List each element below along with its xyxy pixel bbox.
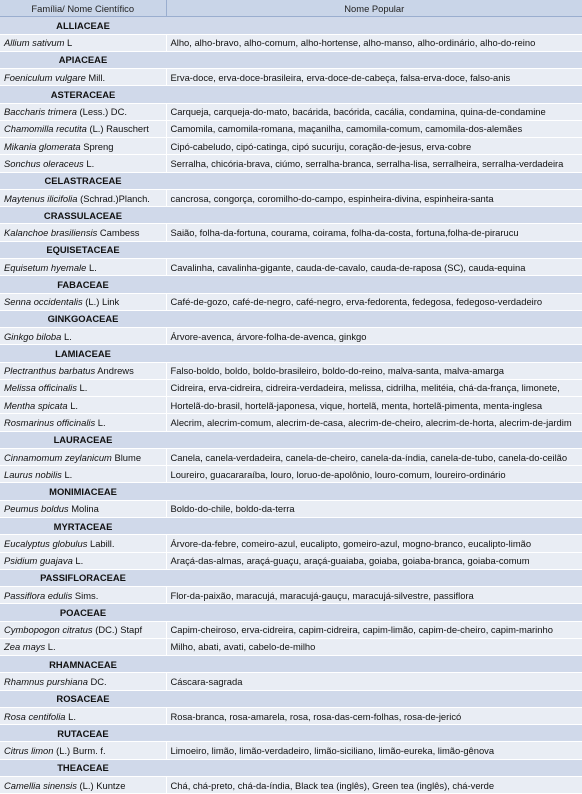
family-row <box>0 604 582 621</box>
popular-name: Araçá-das-almas, araçá-guaçu, araçá-guaiaba, goiaba, goiaba-branca, goiaba-comum <box>166 552 582 569</box>
family-row-empty-cell <box>166 604 582 621</box>
species-row <box>0 224 582 241</box>
popular-name: Café-de-gozo, café-de-negro, café-negro, erva-fedorenta, fedegosa, fedegoso-verdadeiro <box>166 293 582 310</box>
author-citation: Molina <box>68 503 99 515</box>
family-name: LAURACEAE <box>0 431 166 448</box>
species-row <box>0 120 582 137</box>
family-name: CELASTRACEAE <box>0 172 166 189</box>
author-citation: (L.) Burm. f. <box>53 745 106 757</box>
species-row <box>0 138 582 155</box>
author-citation: L <box>64 37 73 49</box>
scientific-name: Rhamnus purshiana <box>4 675 88 687</box>
popular-name: Boldo-do-chile, boldo-da-terra <box>166 500 582 517</box>
family-row-empty-cell <box>166 569 582 586</box>
family-row <box>0 207 582 224</box>
family-row <box>0 86 582 103</box>
scientific-name-cell <box>0 224 166 241</box>
scientific-name-cell <box>0 742 166 759</box>
author-citation: (Less.) DC. <box>76 106 127 118</box>
species-row <box>0 397 582 414</box>
family-row-empty-cell <box>166 276 582 293</box>
scientific-name: Senna occidentalis <box>4 296 83 308</box>
author-citation: L. <box>72 555 84 567</box>
species-row <box>0 379 582 396</box>
family-row <box>0 569 582 586</box>
species-row <box>0 328 582 345</box>
scientific-name-cell <box>0 379 166 396</box>
family-name: RUTACEAE <box>0 725 166 742</box>
author-citation: Sims. <box>72 589 99 601</box>
family-row-empty-cell <box>166 759 582 776</box>
scientific-name: Melissa officinalis <box>4 382 77 394</box>
family-name: ASTERACEAE <box>0 86 166 103</box>
scientific-name: Laurus nobilis <box>4 468 62 480</box>
author-citation: Spreng <box>80 140 114 152</box>
author-citation: L. <box>61 468 73 480</box>
author-citation: L. <box>61 330 72 342</box>
author-citation: L. <box>76 382 88 394</box>
family-row-empty-cell <box>166 483 582 500</box>
species-row <box>0 552 582 569</box>
popular-name: Milho, abati, avati, cabelo-de-milho <box>166 638 582 655</box>
scientific-name-cell <box>0 621 166 638</box>
family-row <box>0 483 582 500</box>
species-row <box>0 103 582 120</box>
scientific-name: Chamomilla recutita <box>4 123 87 135</box>
scientific-name: Passiflora edulis <box>4 589 73 601</box>
scientific-name-cell <box>0 414 166 431</box>
family-name: EQUISETACEAE <box>0 241 166 258</box>
species-row <box>0 69 582 86</box>
species-row <box>0 466 582 483</box>
species-row <box>0 535 582 552</box>
family-row <box>0 517 582 534</box>
author-citation: L. <box>45 641 56 653</box>
popular-name: Capim-cheiroso, erva-cidreira, capim-cidreira, capim-limão, capim-de-cheiro, capim-marinho <box>166 621 582 638</box>
family-row-empty-cell <box>166 86 582 103</box>
scientific-name-cell <box>0 776 166 793</box>
scientific-name: Plectranthus barbatus <box>4 365 96 377</box>
author-citation: Andrews <box>95 365 134 377</box>
scientific-name-cell <box>0 34 166 51</box>
species-row <box>0 776 582 793</box>
family-row-empty-cell <box>166 690 582 707</box>
family-name: MONIMIACEAE <box>0 483 166 500</box>
species-row <box>0 414 582 431</box>
table-body <box>0 17 582 794</box>
family-name: GINKGOACEAE <box>0 310 166 327</box>
species-row <box>0 500 582 517</box>
family-row <box>0 725 582 742</box>
family-row-empty-cell <box>166 517 582 534</box>
scientific-name-cell <box>0 552 166 569</box>
popular-name: Árvore-da-febre, comeiro-azul, eucalipto, gomeiro-azul, mogno-branco, eucalipto-limão <box>166 535 582 552</box>
scientific-name: Maytenus ilicifolia <box>4 192 78 204</box>
family-row-empty-cell <box>166 172 582 189</box>
popular-name: Camomila, camomila-romana, maçanilha, camomila-comum, camomila-dos-alemães <box>166 120 582 137</box>
scientific-name: Zea mays <box>4 641 46 653</box>
scientific-name: Cymbopogon citratus <box>4 624 93 636</box>
author-citation: Cambess <box>97 227 140 239</box>
family-row <box>0 276 582 293</box>
scientific-name-cell <box>0 707 166 724</box>
family-row-empty-cell <box>166 310 582 327</box>
family-row-empty-cell <box>166 656 582 673</box>
species-row <box>0 587 582 604</box>
scientific-name-cell <box>0 466 166 483</box>
scientific-name: Foeniculum vulgare <box>4 71 86 83</box>
scientific-name: Cinnamomum zeylanicum <box>4 451 112 463</box>
popular-name: Hortelã-do-brasil, hortelã-japonesa, vique, hortelã, menta, hortelã-pimenta, menta-inglesa <box>166 397 582 414</box>
popular-name: Cáscara-sagrada <box>166 673 582 690</box>
scientific-name: Mentha spicata <box>4 399 68 411</box>
scientific-name-cell <box>0 587 166 604</box>
family-name: PASSIFLORACEAE <box>0 569 166 586</box>
popular-name: cancrosa, congorça, coromilho-do-campo, espinheira-divina, espinheira-santa <box>166 189 582 206</box>
scientific-name-cell <box>0 120 166 137</box>
popular-name: Alho, alho-bravo, alho-comum, alho-hortense, alho-manso, alho-ordinário, alho-do-reino <box>166 34 582 51</box>
family-row <box>0 345 582 362</box>
scientific-name-cell <box>0 189 166 206</box>
popular-name: Rosa-branca, rosa-amarela, rosa, rosa-das-cem-folhas, rosa-de-jericó <box>166 707 582 724</box>
species-row <box>0 362 582 379</box>
family-name: MYRTACEAE <box>0 517 166 534</box>
family-name: FABACEAE <box>0 276 166 293</box>
scientific-name-cell <box>0 155 166 172</box>
scientific-name: Rosa centifolia <box>4 710 66 722</box>
popular-name: Cidreira, erva-cidreira, cidreira-verdadeira, melissa, cidrilha, melitéia, chá-da-frança, limonete, <box>166 379 582 396</box>
family-row <box>0 17 582 34</box>
family-row-empty-cell <box>166 431 582 448</box>
family-name: APIACEAE <box>0 51 166 68</box>
species-row <box>0 155 582 172</box>
author-citation: L. <box>65 710 76 722</box>
scientific-name: Ginkgo biloba <box>4 330 62 342</box>
scientific-name: Sonchus oleraceus <box>4 158 84 170</box>
scientific-name-cell <box>0 397 166 414</box>
popular-name: Flor-da-paixão, maracujá, maracujá-gauçu, maracujá-silvestre, passiflora <box>166 587 582 604</box>
scientific-name: Eucalyptus globulus <box>4 537 88 549</box>
species-row <box>0 448 582 465</box>
family-row-empty-cell <box>166 207 582 224</box>
scientific-name-cell <box>0 328 166 345</box>
family-row-empty-cell <box>166 17 582 34</box>
scientific-name: Psidium guajava <box>4 555 73 567</box>
scientific-name-cell <box>0 638 166 655</box>
family-row <box>0 241 582 258</box>
family-name: LAMIACEAE <box>0 345 166 362</box>
family-name: CRASSULACEAE <box>0 207 166 224</box>
author-citation: Labill. <box>87 537 115 549</box>
species-row <box>0 258 582 275</box>
header-row <box>0 0 582 17</box>
popular-name: Saião, folha-da-fortuna, courama, coirama, folha-da-costa, fortuna,folha-de-pirarucu <box>166 224 582 241</box>
species-row <box>0 189 582 206</box>
scientific-name: Camellia sinensis <box>4 779 77 791</box>
family-row-empty-cell <box>166 241 582 258</box>
species-row <box>0 621 582 638</box>
family-row <box>0 310 582 327</box>
scientific-name-cell <box>0 448 166 465</box>
species-row <box>0 34 582 51</box>
scientific-name-cell <box>0 293 166 310</box>
scientific-name: Kalanchoe brasiliensis <box>4 227 98 239</box>
scientific-name: Equisetum hyemale <box>4 261 87 273</box>
author-citation: (Schrad.)Planch. <box>77 192 150 204</box>
family-name: THEACEAE <box>0 759 166 776</box>
author-citation: Blume <box>111 451 142 463</box>
author-citation: (L.) Rauschert <box>86 123 149 135</box>
family-name: ALLIACEAE <box>0 17 166 34</box>
family-row <box>0 759 582 776</box>
scientific-name-cell <box>0 258 166 275</box>
popular-name: Loureiro, guacararaíba, louro, loruo-de-apolônio, louro-comum, loureiro-ordinário <box>166 466 582 483</box>
family-row <box>0 172 582 189</box>
family-row-empty-cell <box>166 345 582 362</box>
family-name: RHAMNACEAE <box>0 656 166 673</box>
author-citation: DC. <box>87 675 107 687</box>
scientific-name: Allium sativum <box>4 37 65 49</box>
species-row <box>0 707 582 724</box>
scientific-name: Rosmarinus officinalis <box>4 417 96 428</box>
scientific-name: Peumus boldus <box>4 503 69 515</box>
family-row <box>0 431 582 448</box>
family-row <box>0 51 582 68</box>
family-name: ROSACEAE <box>0 690 166 707</box>
scientific-name-cell <box>0 69 166 86</box>
author-citation: (L.) Kuntze <box>76 779 126 791</box>
author-citation: L. <box>83 158 95 170</box>
scientific-name-cell <box>0 103 166 120</box>
header-family-scientific-name: Família/ Nome Científico <box>0 0 166 17</box>
family-row <box>0 690 582 707</box>
header-popular-name: Nome Popular <box>166 0 582 17</box>
scientific-name-cell <box>0 138 166 155</box>
author-citation: Mill. <box>85 71 106 83</box>
popular-name: Cipó-cabeludo, cipó-catinga, cipó sucuriju, coração-de-jesus, erva-cobre <box>166 138 582 155</box>
author-citation: L. <box>95 417 106 428</box>
family-row-empty-cell <box>166 725 582 742</box>
species-row <box>0 673 582 690</box>
popular-name: Serralha, chicória-brava, ciúmo, serralha-branca, serralha-lisa, serralheira, serralha-verdadeira <box>166 155 582 172</box>
species-row <box>0 638 582 655</box>
popular-name: Cavalinha, cavalinha-gigante, cauda-de-cavalo, cauda-de-raposa (SC), cauda-equina <box>166 258 582 275</box>
popular-name: Alecrim, alecrim-comum, alecrim-de-casa, alecrim-de-cheiro, alecrim-de-horta, alecrim-de-jardim <box>166 414 582 431</box>
popular-name: Falso-boldo, boldo, boldo-brasileiro, boldo-do-reino, malva-santa, malva-amarga <box>166 362 582 379</box>
scientific-name: Mikania glomerata <box>4 140 81 152</box>
family-row <box>0 656 582 673</box>
author-citation: (DC.) Stapf <box>92 624 143 636</box>
scientific-name-cell <box>0 362 166 379</box>
scientific-name: Baccharis trimera <box>4 106 77 118</box>
family-name: POACEAE <box>0 604 166 621</box>
popular-name: Erva-doce, erva-doce-brasileira, erva-doce-de-cabeça, falsa-erva-doce, falso-anis <box>166 69 582 86</box>
family-row-empty-cell <box>166 51 582 68</box>
popular-name: Chá, chá-preto, chá-da-índia, Black tea (inglês), Green tea (inglês), chá-verde <box>166 776 582 793</box>
scientific-name: Citrus limon <box>4 745 54 757</box>
author-citation: L. <box>86 261 97 273</box>
popular-name: Carqueja, carqueja-do-mato, bacárida, bacórida, cacália, condamina, quina-de-condamine <box>166 103 582 120</box>
popular-name: Canela, canela-verdadeira, canela-de-cheiro, canela-da-índia, canela-de-tubo, canela-do-ceilão <box>166 448 582 465</box>
author-citation: (L.) Link <box>82 296 120 308</box>
author-citation: L. <box>67 399 79 411</box>
species-row <box>0 293 582 310</box>
species-row <box>0 742 582 759</box>
popular-name: Limoeiro, limão, limão-verdadeiro, limão-siciliano, limão-eureka, limão-gênova <box>166 742 582 759</box>
scientific-name-cell <box>0 500 166 517</box>
scientific-name-cell <box>0 535 166 552</box>
scientific-name-cell <box>0 673 166 690</box>
popular-name: Árvore-avenca, árvore-folha-de-avenca, ginkgo <box>166 328 582 345</box>
